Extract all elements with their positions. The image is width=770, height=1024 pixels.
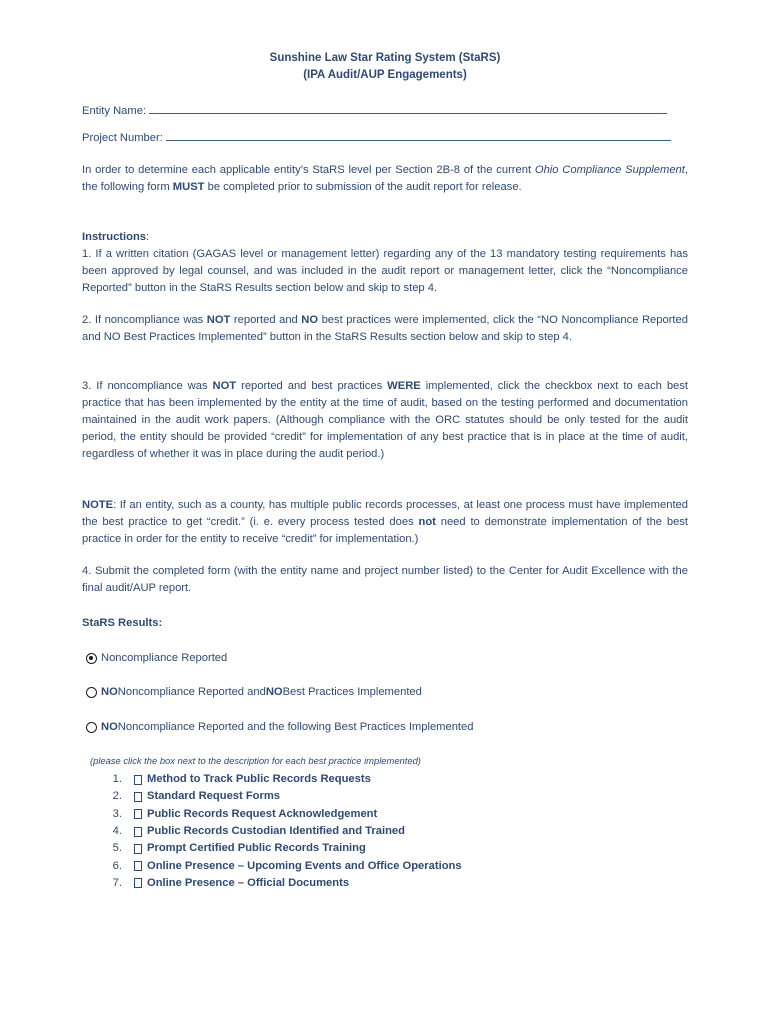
best-practice-checkbox[interactable] — [134, 809, 142, 819]
entity-name-row — [82, 101, 667, 120]
radio-no-noncompliance-no-best-practices[interactable] — [86, 687, 97, 698]
best-practice-item: 4. Public Records Custodian Identified and Trained — [112, 825, 405, 838]
best-practice-checkbox[interactable] — [134, 792, 142, 802]
intro-paragraph: In order to determine each applicable entity’s StaRS level per Section 2B-8 of the current Ohio Compliance Supplement, the following form MUST be completed prior to submission of the audit report for release. — [82, 164, 688, 193]
best-practice-checkbox[interactable] — [134, 775, 142, 785]
best-practices-hint: (please click the box next to the description for each best practice implemented) — [90, 755, 421, 766]
best-practice-item: 2. Standard Request Forms — [112, 790, 281, 803]
best-practice-item: 1. Method to Track Public Records Requests — [112, 773, 371, 786]
best-practice-checkbox[interactable] — [134, 878, 142, 888]
form-title: Sunshine Law Star Rating System (StaRS) — [269, 52, 501, 64]
option-noncompliance-reported[interactable]: Noncompliance Reported — [86, 650, 227, 667]
best-practice-checkbox[interactable] — [134, 844, 142, 854]
stars-results-heading: StaRS Results: — [82, 617, 163, 629]
best-practices-list — [100, 771, 462, 892]
project-number-row — [82, 128, 671, 147]
option-no-noncompliance-no-best-practices[interactable]: NO Noncompliance Reported and NO Best Practices Implemented — [86, 684, 422, 701]
best-practice-checkbox[interactable] — [134, 861, 142, 871]
project-number-field[interactable] — [166, 128, 671, 141]
instructions-heading: Instructions: — [82, 231, 150, 243]
instruction-step-1: 1. If a written citation (GAGAS level or management letter) regarding any of the 13 mandatory testing requirements has been approved by legal counsel, and was included in the audit report or management letter, click the “Noncompliance Reported” button in the StaRS Results section below and skip to step 4. — [82, 248, 688, 294]
best-practice-item: 7. Online Presence – Official Documents — [112, 876, 350, 889]
entity-name-field[interactable] — [149, 101, 667, 114]
option-no-noncompliance-best-practices-implemented[interactable]: NO Noncompliance Reported and the following Best Practices Implemented — [86, 719, 474, 736]
entity-name-label: Entity Name: — [82, 105, 147, 117]
radio-noncompliance-reported[interactable] — [86, 653, 97, 664]
instruction-step-2: 2. If noncompliance was NOT reported and NO best practices were implemented, click the “NO Noncompliance Reported and NO Best Practices Implemented” button in the StaRS Results section below and skip to step 4. — [82, 314, 688, 343]
best-practice-item: 5. Prompt Certified Public Records Training — [112, 842, 366, 855]
form-subtitle: (IPA Audit/AUP Engagements) — [303, 69, 467, 81]
instruction-step-3: 3. If noncompliance was NOT reported and best practices WERE implemented, click the checkbox next to each best practice that has been implemented by the entity at the time of audit, based on the testing performed and documentation maintained in the audit work papers. (Although compliance with the ORC statutes should be only tested for the audit period, the entity should be provided “credit” for implementation of any best practice that is in place at the time of audit, regardless of whether it was in place during the audit period.) — [82, 380, 688, 460]
project-number-label: Project Number: — [82, 132, 163, 144]
instruction-step-4: 4. Submit the completed form (with the entity name and project number listed) to the Center for Audit Excellence with the final audit/AUP report. — [82, 565, 688, 594]
instruction-note: NOTE: If an entity, such as a county, has multiple public records processes, at least one process must have implemented the best practice to get “credit.” (i. e. every process tested does not need to demonstrate implementation of the best practice in order for the entity to receive “credit” for implementation.) — [82, 499, 688, 545]
best-practice-item: 3. Public Records Request Acknowledgement — [112, 807, 378, 820]
radio-no-noncompliance-best-practices-implemented[interactable] — [86, 722, 97, 733]
best-practice-item: 6. Online Presence – Upcoming Events and Office Operations — [112, 859, 462, 872]
best-practice-checkbox[interactable] — [134, 827, 142, 837]
